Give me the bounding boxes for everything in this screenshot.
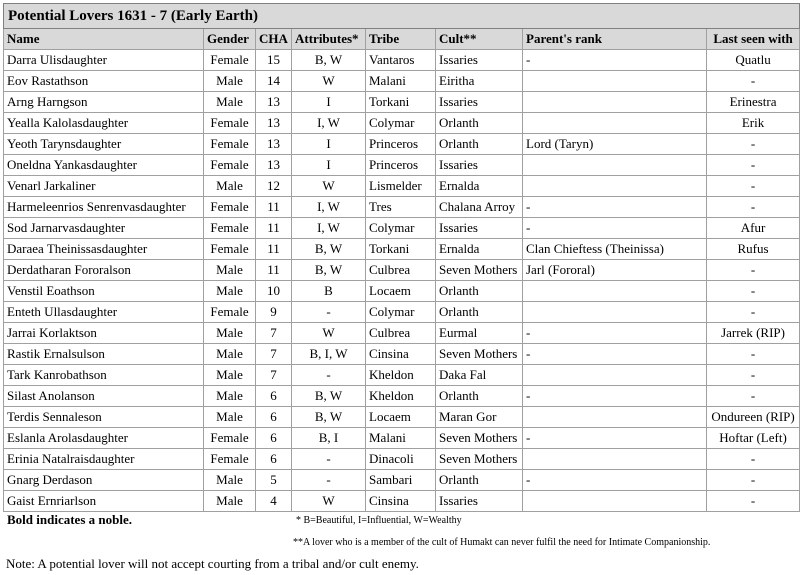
cell-parents-rank xyxy=(523,365,707,386)
cell-tribe: Princeros xyxy=(366,155,436,176)
cell-gender: Male xyxy=(204,470,256,491)
cell-attributes: B, W xyxy=(292,239,366,260)
cell-cha: 7 xyxy=(256,365,292,386)
cell-cha: 7 xyxy=(256,323,292,344)
cell-cha: 11 xyxy=(256,260,292,281)
cell-parents-rank xyxy=(523,491,707,512)
table-row xyxy=(4,407,800,428)
cell-cha: 15 xyxy=(256,50,292,71)
cell-cult: Orlanth xyxy=(436,386,523,407)
cell-last-seen-with: Quatlu xyxy=(707,50,800,71)
cell-tribe: Princeros xyxy=(366,134,436,155)
cell-parents-rank xyxy=(523,92,707,113)
cell-parents-rank xyxy=(523,155,707,176)
cell-cult: Ernalda xyxy=(436,176,523,197)
cell-name: Yealla Kalolasdaughter xyxy=(4,113,204,134)
cell-name: Rastik Ernalsulson xyxy=(4,344,204,365)
table-row xyxy=(4,428,800,449)
cell-cha: 13 xyxy=(256,134,292,155)
cell-cha: 11 xyxy=(256,218,292,239)
cell-last-seen-with: - xyxy=(707,491,800,512)
cell-cha: 9 xyxy=(256,302,292,323)
cell-parents-rank: - xyxy=(523,470,707,491)
cell-last-seen-with: - xyxy=(707,449,800,470)
cell-tribe: Cinsina xyxy=(366,344,436,365)
cell-cult: Maran Gor xyxy=(436,407,523,428)
cell-name: Gnarg Derdason xyxy=(4,470,204,491)
cell-cult: Orlanth xyxy=(436,134,523,155)
cell-name: Enteth Ullasdaughter xyxy=(4,302,204,323)
cell-cha: 7 xyxy=(256,344,292,365)
table-row xyxy=(4,134,800,155)
cell-name: Venstil Eoathson xyxy=(4,281,204,302)
table-row xyxy=(4,50,800,71)
table-row xyxy=(4,176,800,197)
cell-cha: 11 xyxy=(256,239,292,260)
cell-parents-rank xyxy=(523,176,707,197)
cell-cult: Issaries xyxy=(436,218,523,239)
cell-last-seen-with: - xyxy=(707,365,800,386)
cell-parents-rank: Jarl (Fororal) xyxy=(523,260,707,281)
cell-parents-rank xyxy=(523,407,707,428)
cell-parents-rank: - xyxy=(523,197,707,218)
cell-cha: 4 xyxy=(256,491,292,512)
cell-name: Arng Harngson xyxy=(4,92,204,113)
cell-attributes: I, W xyxy=(292,218,366,239)
cell-cult: Chalana Arroy xyxy=(436,197,523,218)
cell-cult: Orlanth xyxy=(436,470,523,491)
cell-parents-rank: - xyxy=(523,428,707,449)
cell-gender: Female xyxy=(204,302,256,323)
cell-cult: Issaries xyxy=(436,155,523,176)
humakt-cult-note: **A lover who is a member of the cult of Humakt can never fulfil the need for Intimate Companionship. xyxy=(293,537,711,548)
cell-cult: Seven Mothers xyxy=(436,449,523,470)
table-row xyxy=(4,365,800,386)
cell-cult: Orlanth xyxy=(436,113,523,134)
cell-last-seen-with: Hoftar (Left) xyxy=(707,428,800,449)
cell-name: Oneldna Yankasdaughter xyxy=(4,155,204,176)
cell-attributes: - xyxy=(292,302,366,323)
table-row xyxy=(4,113,800,134)
table-row xyxy=(4,302,800,323)
cell-last-seen-with: Jarrek (RIP) xyxy=(707,323,800,344)
cell-gender: Female xyxy=(204,428,256,449)
cell-last-seen-with: - xyxy=(707,155,800,176)
cell-name: Jarrai Korlaktson xyxy=(4,323,204,344)
cell-name: Yeoth Tarynsdaughter xyxy=(4,134,204,155)
cell-parents-rank xyxy=(523,281,707,302)
cell-cha: 6 xyxy=(256,407,292,428)
cell-last-seen-with: - xyxy=(707,134,800,155)
header-last-seen-with: Last seen with xyxy=(707,29,800,50)
cell-name: Eov Rastathson xyxy=(4,71,204,92)
cell-cha: 6 xyxy=(256,386,292,407)
cell-attributes: - xyxy=(292,470,366,491)
cell-cha: 6 xyxy=(256,428,292,449)
cell-last-seen-with: Erik xyxy=(707,113,800,134)
table-title: Potential Lovers 1631 - 7 (Early Earth) xyxy=(4,4,800,29)
cell-gender: Female xyxy=(204,449,256,470)
cell-last-seen-with: - xyxy=(707,302,800,323)
cell-attributes: - xyxy=(292,449,366,470)
bold-noble-note: Bold indicates a noble. xyxy=(7,512,132,527)
cell-tribe: Locaem xyxy=(366,281,436,302)
cell-cult: Orlanth xyxy=(436,281,523,302)
cell-name: Sod Jarnarvasdaughter xyxy=(4,218,204,239)
cell-parents-rank: - xyxy=(523,323,707,344)
cell-cult: Eurmal xyxy=(436,323,523,344)
cell-cha: 5 xyxy=(256,470,292,491)
table-row xyxy=(4,470,800,491)
cell-gender: Female xyxy=(204,134,256,155)
cell-name: Darra Ulisdaughter xyxy=(4,50,204,71)
cell-name: Tark Kanrobathson xyxy=(4,365,204,386)
cell-gender: Male xyxy=(204,365,256,386)
cell-tribe: Colymar xyxy=(366,218,436,239)
cell-attributes: B, W xyxy=(292,407,366,428)
cell-last-seen-with: - xyxy=(707,176,800,197)
cell-parents-rank xyxy=(523,71,707,92)
cell-tribe: Colymar xyxy=(366,113,436,134)
cell-name: Erinia Natalraisdaughter xyxy=(4,449,204,470)
cell-cult: Orlanth xyxy=(436,302,523,323)
cell-attributes: B, W xyxy=(292,386,366,407)
cell-tribe: Lismelder xyxy=(366,176,436,197)
cell-cha: 13 xyxy=(256,92,292,113)
cell-tribe: Malani xyxy=(366,428,436,449)
cell-gender: Male xyxy=(204,281,256,302)
cell-name: Gaist Ernriarlson xyxy=(4,491,204,512)
cell-last-seen-with: - xyxy=(707,344,800,365)
table-row xyxy=(4,386,800,407)
cell-gender: Male xyxy=(204,92,256,113)
table-row xyxy=(4,92,800,113)
cell-last-seen-with: - xyxy=(707,71,800,92)
header-row xyxy=(4,29,800,50)
cell-last-seen-with: - xyxy=(707,197,800,218)
table-row xyxy=(4,71,800,92)
cell-tribe: Sambari xyxy=(366,470,436,491)
table-row xyxy=(4,239,800,260)
cell-cult: Seven Mothers xyxy=(436,428,523,449)
table-row xyxy=(4,155,800,176)
table-row xyxy=(4,281,800,302)
cell-last-seen-with: Erinestra xyxy=(707,92,800,113)
cell-name: Eslanla Arolasdaughter xyxy=(4,428,204,449)
cell-cha: 13 xyxy=(256,113,292,134)
cell-name: Harmeleenrios Senrenvasdaughter xyxy=(4,197,204,218)
cell-attributes: B, W xyxy=(292,50,366,71)
cell-tribe: Malani xyxy=(366,71,436,92)
cell-parents-rank: Lord (Taryn) xyxy=(523,134,707,155)
cell-parents-rank: Clan Chieftess (Theinissa) xyxy=(523,239,707,260)
cell-tribe: Torkani xyxy=(366,92,436,113)
cell-gender: Male xyxy=(204,323,256,344)
legend-row xyxy=(3,512,799,532)
cell-cha: 13 xyxy=(256,155,292,176)
cell-attributes: I xyxy=(292,155,366,176)
cell-gender: Male xyxy=(204,491,256,512)
cell-cult: Eiritha xyxy=(436,71,523,92)
cell-attributes: B, W xyxy=(292,260,366,281)
cell-tribe: Dinacoli xyxy=(366,449,436,470)
cell-gender: Female xyxy=(204,155,256,176)
cell-parents-rank xyxy=(523,449,707,470)
cell-tribe: Kheldon xyxy=(366,386,436,407)
cell-gender: Male xyxy=(204,260,256,281)
cell-parents-rank xyxy=(523,302,707,323)
attributes-legend: * B=Beautiful, I=Influential, W=Wealthy xyxy=(296,515,462,526)
cell-last-seen-with: - xyxy=(707,386,800,407)
table-row xyxy=(4,260,800,281)
cell-cha: 12 xyxy=(256,176,292,197)
cell-cult: Ernalda xyxy=(436,239,523,260)
cell-cha: 6 xyxy=(256,449,292,470)
cell-attributes: I, W xyxy=(292,197,366,218)
cell-gender: Male xyxy=(204,176,256,197)
cell-cha: 10 xyxy=(256,281,292,302)
cell-gender: Male xyxy=(204,71,256,92)
cell-name: Derdatharan Fororalson xyxy=(4,260,204,281)
header-attributes: Attributes* xyxy=(292,29,366,50)
cell-cha: 14 xyxy=(256,71,292,92)
header-cha: CHA xyxy=(256,29,292,50)
cell-attributes: W xyxy=(292,323,366,344)
cell-attributes: I xyxy=(292,92,366,113)
cell-gender: Female xyxy=(204,239,256,260)
cell-last-seen-with: Afur xyxy=(707,218,800,239)
table-row xyxy=(4,491,800,512)
cell-gender: Male xyxy=(204,344,256,365)
cell-gender: Female xyxy=(204,113,256,134)
cell-parents-rank: - xyxy=(523,218,707,239)
cell-cult: Issaries xyxy=(436,92,523,113)
table-body xyxy=(4,50,800,512)
header-tribe: Tribe xyxy=(366,29,436,50)
cell-parents-rank: - xyxy=(523,344,707,365)
cell-attributes: W xyxy=(292,176,366,197)
cell-last-seen-with: - xyxy=(707,470,800,491)
cell-attributes: B, I, W xyxy=(292,344,366,365)
cell-name: Daraea Theinissasdaughter xyxy=(4,239,204,260)
cell-tribe: Culbrea xyxy=(366,323,436,344)
lovers-table xyxy=(3,3,800,512)
cell-attributes: W xyxy=(292,491,366,512)
cell-tribe: Kheldon xyxy=(366,365,436,386)
cell-parents-rank xyxy=(523,113,707,134)
cell-attributes: B xyxy=(292,281,366,302)
cell-tribe: Tres xyxy=(366,197,436,218)
cell-gender: Male xyxy=(204,386,256,407)
courting-note: Note: A potential lover will not accept courting from a tribal and/or cult enemy. xyxy=(6,556,419,571)
cell-last-seen-with: Ondureen (RIP) xyxy=(707,407,800,428)
table-row xyxy=(4,344,800,365)
cell-last-seen-with: Rufus xyxy=(707,239,800,260)
cell-attributes: B, I xyxy=(292,428,366,449)
header-name: Name xyxy=(4,29,204,50)
lovers-table-container xyxy=(3,3,799,512)
cell-tribe: Culbrea xyxy=(366,260,436,281)
table-row xyxy=(4,218,800,239)
cell-name: Silast Anolanson xyxy=(4,386,204,407)
cell-tribe: Vantaros xyxy=(366,50,436,71)
cell-tribe: Locaem xyxy=(366,407,436,428)
cell-gender: Female xyxy=(204,50,256,71)
table-row xyxy=(4,449,800,470)
cell-cha: 11 xyxy=(256,197,292,218)
header-gender: Gender xyxy=(204,29,256,50)
cell-attributes: I xyxy=(292,134,366,155)
cell-parents-rank: - xyxy=(523,50,707,71)
cell-cult: Issaries xyxy=(436,50,523,71)
cell-last-seen-with: - xyxy=(707,260,800,281)
cell-attributes: I, W xyxy=(292,113,366,134)
cell-parents-rank: - xyxy=(523,386,707,407)
cell-cult: Seven Mothers xyxy=(436,260,523,281)
cell-attributes: W xyxy=(292,71,366,92)
cell-attributes: - xyxy=(292,365,366,386)
table-row xyxy=(4,197,800,218)
header-cult: Cult** xyxy=(436,29,523,50)
cell-cult: Seven Mothers xyxy=(436,344,523,365)
cell-cult: Issaries xyxy=(436,491,523,512)
table-row xyxy=(4,323,800,344)
header-parents-rank: Parent's rank xyxy=(523,29,707,50)
cell-gender: Male xyxy=(204,407,256,428)
cell-tribe: Cinsina xyxy=(366,491,436,512)
cell-gender: Female xyxy=(204,218,256,239)
cell-tribe: Colymar xyxy=(366,302,436,323)
cell-gender: Female xyxy=(204,197,256,218)
cell-name: Venarl Jarkaliner xyxy=(4,176,204,197)
cell-cult: Daka Fal xyxy=(436,365,523,386)
cell-tribe: Torkani xyxy=(366,239,436,260)
cell-last-seen-with: - xyxy=(707,281,800,302)
cell-name: Terdis Sennaleson xyxy=(4,407,204,428)
